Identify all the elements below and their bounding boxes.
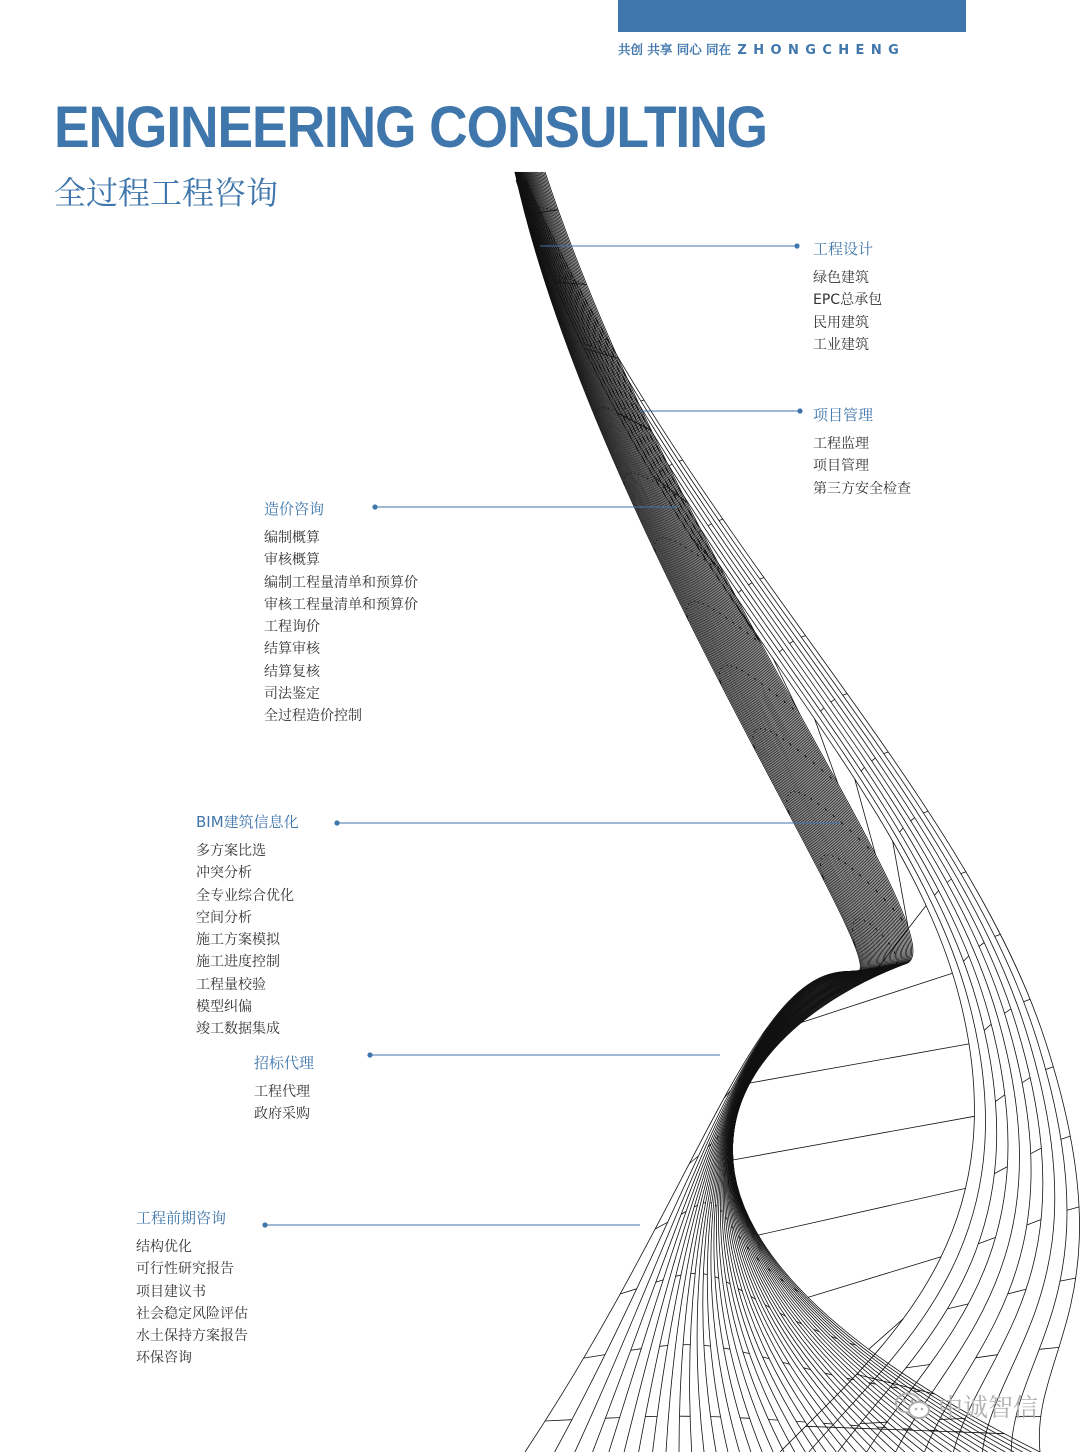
ribbon-cross-tick <box>719 519 723 520</box>
ribbon-cross-tick <box>612 410 613 411</box>
ribbon-cross-tick <box>877 1427 886 1428</box>
ribbon-cross-tick <box>798 792 800 793</box>
ribbon-cross-tick <box>731 666 733 667</box>
watermark <box>894 1388 1038 1424</box>
ribbon-cross-tick <box>768 1420 777 1421</box>
section-project-management <box>813 405 911 500</box>
ribbon-cross-tick <box>1067 1207 1079 1210</box>
ribbon-cross-tick <box>710 1203 712 1204</box>
list-item: 全过程造价控制 <box>264 708 362 725</box>
ribbon-cross-tick <box>638 474 639 475</box>
section-title: BIM建筑信息化 <box>196 813 299 831</box>
ribbon-cross-tick <box>760 578 764 579</box>
ribbon-cross-tick <box>979 943 984 947</box>
slogan-text: 共创 共享 同心 同在 <box>618 42 732 57</box>
list-item: 民用建筑 <box>813 314 869 331</box>
list-item: 竣工数据集成 <box>196 1021 280 1038</box>
list-item: 结算审核 <box>264 641 320 658</box>
list-item: 模型纠偏 <box>196 999 252 1016</box>
watermark-text: 中诚智信 <box>938 1393 1039 1422</box>
ribbon-cross-tick <box>801 636 805 638</box>
ribbon-cross-tick <box>679 460 683 461</box>
ribbon-cross-tick <box>599 349 601 350</box>
ribbon-cross-tick <box>995 1095 1004 1102</box>
ribbon-cross-tick <box>616 412 617 413</box>
ribbon-cross-tick <box>721 668 722 669</box>
ribbon-cross-tick <box>884 752 889 754</box>
ribbon-cross-tick <box>961 872 966 874</box>
ribbon-curve <box>518 172 876 1452</box>
ribbon-cross-tick <box>808 1257 941 1298</box>
list-item: 工程询价 <box>264 619 320 636</box>
ribbon-cross-tick <box>1039 1347 1059 1349</box>
ribbon-curve <box>530 172 924 1452</box>
ribbon-cross-tick <box>642 476 644 477</box>
ribbon-cross-tick <box>869 1319 904 1350</box>
wechat-icon <box>894 1391 932 1421</box>
ribbon-cross-tick <box>733 1134 734 1138</box>
ribbon-curve <box>517 172 873 1452</box>
ribbon-cross-tick <box>850 1425 859 1426</box>
leader-lines <box>265 246 840 1225</box>
section-preliminary-consulting <box>136 1208 248 1370</box>
ribbon-cross-tick <box>688 604 689 605</box>
list-item: 绿色建筑 <box>813 270 869 286</box>
ribbon-cross-tick <box>1061 1136 1070 1139</box>
ribbon-cross-tick <box>594 347 595 348</box>
ribbon-cross-tick <box>703 1274 707 1275</box>
ribbon-cross-tick <box>843 694 848 696</box>
ribbon-cross-tick <box>1046 1067 1054 1070</box>
ribbon-cross-tick <box>791 1011 792 1012</box>
ribbon-cross-tick <box>1022 1078 1030 1083</box>
ribbon-cross-tick <box>1031 1148 1042 1154</box>
list-item: 项目建议书 <box>136 1283 206 1300</box>
ribbon-cross-tick <box>758 1188 965 1235</box>
ribbon-cross-tick <box>631 1349 642 1351</box>
ribbon-cross-tick <box>765 729 767 730</box>
ribbon-cross-tick <box>779 649 782 652</box>
list-item: EPC总承包 <box>813 292 883 309</box>
section-engineering-design <box>813 239 882 356</box>
ribbon-cross-tick <box>704 1345 711 1346</box>
ribbon-cross-tick <box>1005 1009 1011 1014</box>
ribbon-cross-tick <box>852 974 853 975</box>
list-item: 政府采购 <box>254 1106 310 1123</box>
ribbon-cross-tick <box>624 477 625 478</box>
list-item: 结构优化 <box>136 1239 192 1255</box>
ribbon-cross-tick <box>984 1024 991 1030</box>
ribbon-cross-tick <box>750 1070 751 1072</box>
ribbon-cross-tick <box>855 920 856 921</box>
ribbon-cross-tick <box>641 400 644 401</box>
section-title: 工程前期咨询 <box>136 1209 227 1227</box>
leader-dot <box>797 408 802 413</box>
ribbon-cross-tick <box>584 1355 605 1359</box>
ribbon-cross-tick <box>976 1355 998 1358</box>
leader-dot <box>794 243 799 248</box>
ribbon-cross-tick <box>788 1008 789 1009</box>
ribbon-cross-tick <box>790 792 791 793</box>
ribbon-cross-tick <box>923 811 928 813</box>
leader-dot <box>262 1222 267 1227</box>
list-item: 工程监理 <box>813 436 869 452</box>
section-title: 项目管理 <box>813 406 874 424</box>
ribbon-cross-tick <box>1027 1220 1041 1226</box>
ribbon-cross-tick <box>590 346 591 347</box>
ribbon-cross-tick <box>733 1116 975 1160</box>
ribbon-cross-tick <box>861 767 864 771</box>
list-item: 多方案比选 <box>196 843 266 859</box>
ribbon-cross-tick <box>903 1429 912 1430</box>
ribbon-cross-tick <box>900 828 904 832</box>
ribbon-cross-tick <box>995 934 1001 936</box>
ribbon-cross-tick <box>715 1277 719 1279</box>
ribbon-cross-tick <box>676 1275 681 1276</box>
ribbon-cross-tick <box>670 539 672 540</box>
ribbon-cross-ticks <box>524 206 1080 1433</box>
list-item: 工业建筑 <box>813 336 869 353</box>
list-item: 施工进度控制 <box>196 954 280 971</box>
ribbon-curve <box>516 172 867 1452</box>
ribbon-cross-tick <box>740 1418 750 1419</box>
ribbon-cross-tick <box>821 708 824 711</box>
section-title: 造价咨询 <box>264 500 325 518</box>
ribbon-cross-tick <box>669 464 672 466</box>
ribbon-cross-tick <box>929 1430 938 1431</box>
ribbon-cross-tick <box>723 666 724 667</box>
ribbon-cross-tick <box>597 409 598 410</box>
ribbon-cross-tick <box>788 795 789 796</box>
section-title: 招标代理 <box>254 1054 315 1072</box>
ribbon-cross-tick <box>754 731 755 732</box>
section-bim <box>196 812 299 1041</box>
ribbon-cross-tick <box>796 1421 805 1422</box>
ribbon-cross-tick <box>911 818 915 821</box>
list-item: 施工方案模拟 <box>196 932 280 949</box>
ribbon-cross-tick <box>738 590 741 593</box>
ribbon-cross-tick <box>872 758 876 761</box>
ribbon-cross-tick <box>724 1348 731 1349</box>
ribbon-cross-tick <box>1024 999 1031 1001</box>
section-bidding-agency <box>254 1053 314 1126</box>
ribbon-cross-tick <box>750 1044 969 1083</box>
ribbon-curve <box>519 172 878 1452</box>
ribbon-cross-tick <box>687 614 688 618</box>
page-title-english: ENGINEERING CONSULTING <box>54 95 767 160</box>
list-item: 第三方安全检查 <box>813 480 911 497</box>
list-item: 项目管理 <box>813 458 869 475</box>
ribbon-curve <box>516 172 869 1452</box>
ribbon-cross-tick <box>749 583 753 585</box>
ribbon-cross-tick <box>660 1346 668 1347</box>
ribbon-cross-tick <box>626 475 627 476</box>
list-item: 审核工程量清单和预算价 <box>264 596 418 613</box>
ribbon-cross-tick <box>790 641 794 643</box>
ribbon-cross-tick <box>831 699 835 702</box>
list-item: 结算复核 <box>264 663 320 680</box>
ribbon-cross-tick <box>906 1365 930 1368</box>
ribbon-cross-tick <box>757 729 758 730</box>
list-item: 审核概算 <box>264 552 320 569</box>
ribbon-cross-tick <box>824 855 825 856</box>
list-item: 可行性研究报告 <box>136 1261 234 1278</box>
ribbon-cross-tick <box>1008 1289 1026 1294</box>
ribbon-cross-tick <box>545 1420 572 1421</box>
list-item: 工程量校验 <box>196 976 266 993</box>
list-item: 工程代理 <box>254 1084 310 1100</box>
list-item: 编制概算 <box>264 530 320 546</box>
leader-dot <box>367 1052 372 1057</box>
brand-wordmark: ZHONGCHENG <box>737 43 906 58</box>
ribbon-cross-tick <box>656 540 657 541</box>
list-item: 水土保持方案报告 <box>136 1328 248 1345</box>
leader-dots <box>262 243 802 1227</box>
ribbon-cross-tick <box>994 1167 1007 1174</box>
page-title-chinese: 全过程工程咨询 <box>54 174 279 212</box>
ribbon-cross-tick <box>853 922 854 924</box>
section-title: 工程设计 <box>813 240 874 258</box>
ribbon-curves <box>515 172 1080 1452</box>
list-item: 社会稳定风险评估 <box>136 1305 248 1322</box>
ribbon-cross-tick <box>606 1418 620 1419</box>
section-cost-consulting <box>264 499 418 728</box>
ribbon-cross-tick <box>947 879 951 883</box>
list-item: 全专业综合优化 <box>196 887 294 904</box>
leader-dot <box>334 820 339 825</box>
list-item: 冲突分析 <box>196 865 252 882</box>
ribbon-cross-tick <box>947 1304 968 1309</box>
ribbon-cross-tick <box>824 1423 833 1424</box>
ribbon-cross-tick <box>1060 1278 1076 1281</box>
list-item: 编制工程量清单和预算价 <box>264 574 418 591</box>
ribbon-cross-tick <box>743 1352 750 1354</box>
ribbon-cross-tick <box>935 891 939 896</box>
ribbon-cross-tick <box>821 858 822 860</box>
list-item: 司法鉴定 <box>264 686 320 703</box>
ribbon-cross-tick <box>964 956 969 961</box>
list-item: 空间分析 <box>196 909 252 926</box>
ribbon-curve <box>542 172 1022 1452</box>
ribbon-cross-tick <box>708 524 712 526</box>
ribbon-cross-tick <box>703 1203 705 1204</box>
ribbon-curve <box>515 172 863 1452</box>
list-item: 环保咨询 <box>136 1350 192 1367</box>
ribbon-cross-tick <box>978 1237 995 1243</box>
